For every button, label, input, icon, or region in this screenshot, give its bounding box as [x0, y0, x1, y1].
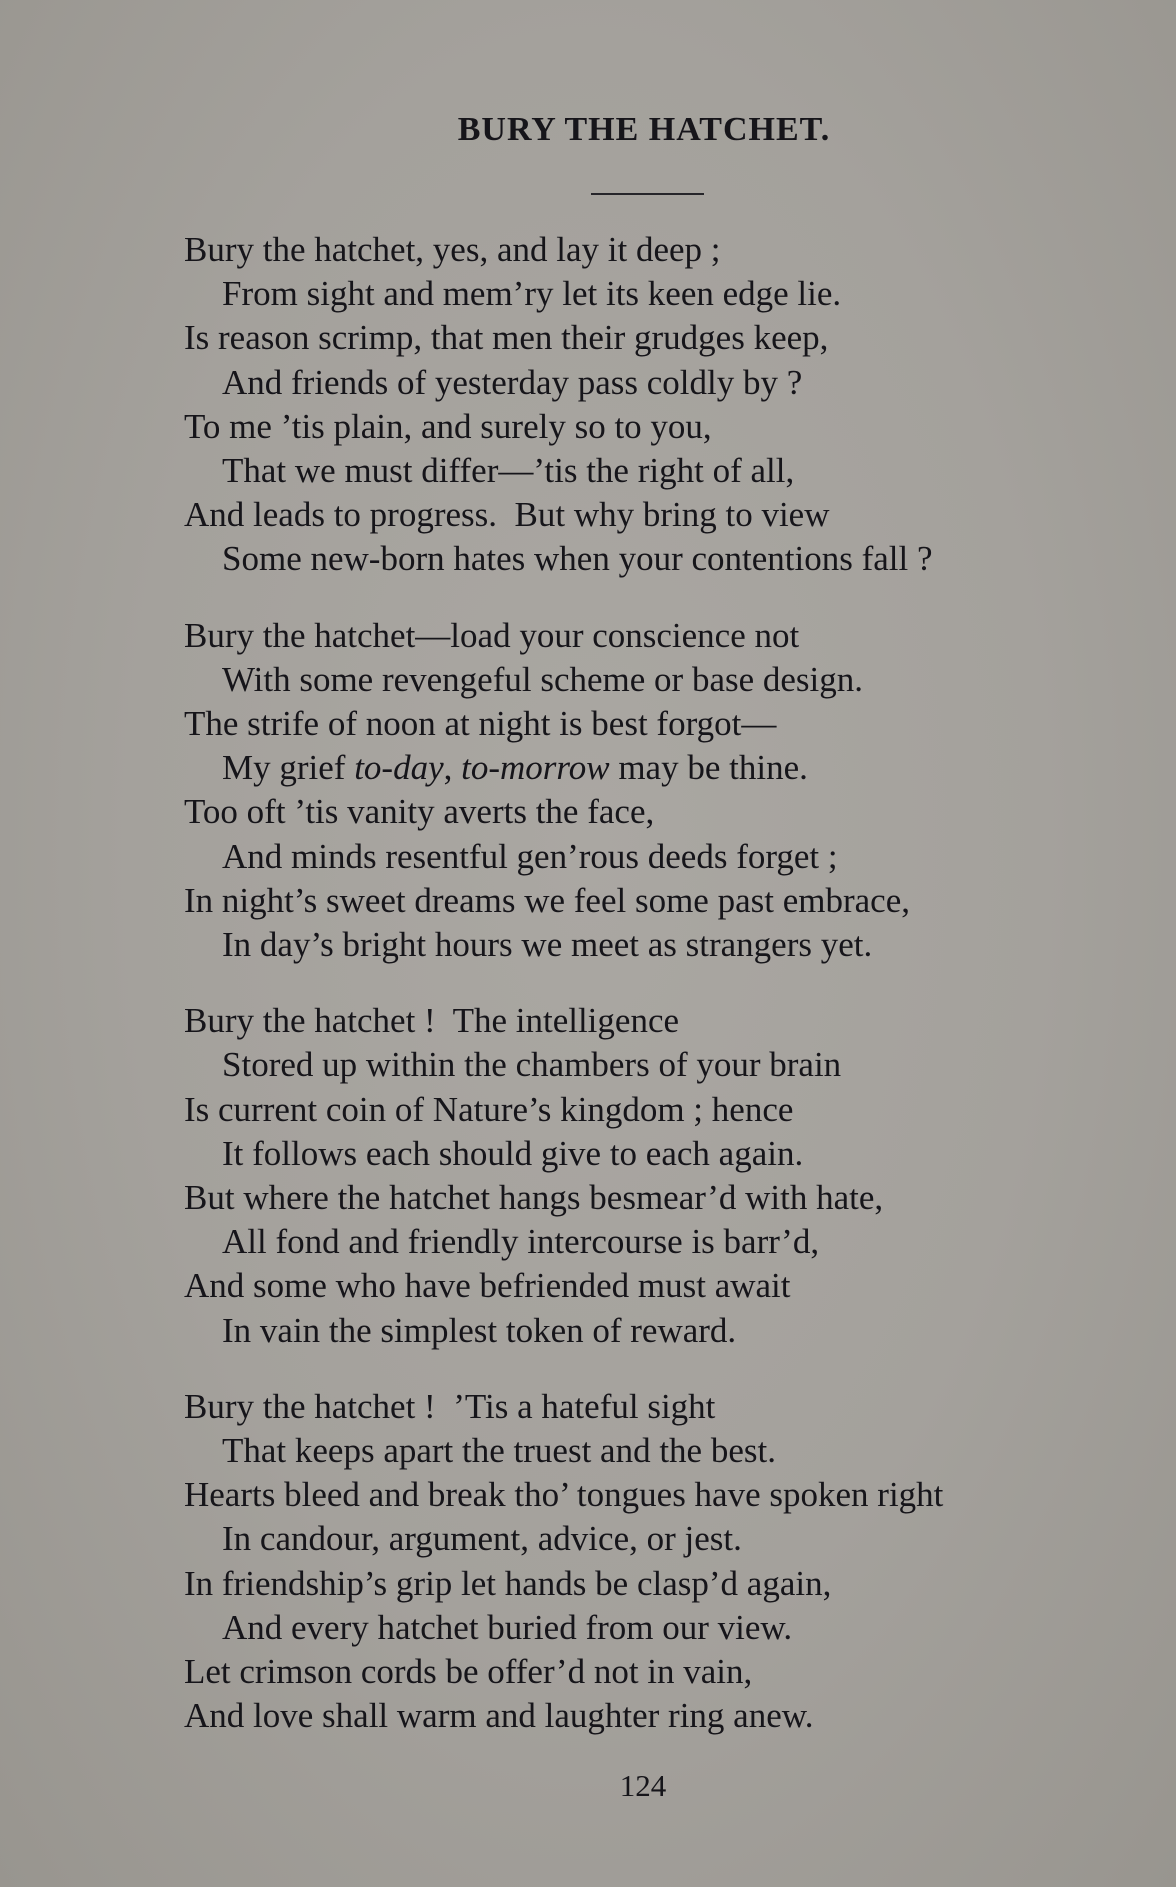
italic-text: to-morrow: [461, 748, 610, 788]
poem-line: To me ’tis plain, and surely so to you,: [184, 406, 712, 446]
poem-line: Bury the hatchet, yes, and lay it deep ;: [184, 230, 721, 269]
poem-line: And every hatchet buried from our view.: [222, 1607, 793, 1647]
line-text: My grief: [222, 748, 355, 788]
italic-text: to-day: [354, 748, 444, 788]
poem-line: In day’s bright hours we meet as strangers yet.: [222, 925, 873, 965]
page-number: 124: [619, 1768, 667, 1803]
poem-line: It follows each should give to each again.: [222, 1133, 804, 1173]
poem-line: Bury the hatchet—load your conscience not: [184, 615, 800, 655]
poem-line: And some who have befriended must await: [184, 1266, 791, 1306]
poem-line: The strife of noon at night is best forgot—: [184, 704, 777, 744]
poem-line: And love shall warm and laughter ring anew.: [184, 1696, 814, 1736]
line-text: ,: [443, 748, 462, 788]
poem-line: From sight and mem’ry let its keen edge lie.: [222, 274, 842, 314]
poem-line: And leads to progress. But why bring to view: [184, 495, 830, 535]
poem-line: In candour, argument, advice, or jest.: [222, 1519, 742, 1559]
poem-line: Stored up within the chambers of your brain: [222, 1045, 842, 1085]
poem-line: Is reason scrimp, that men their grudges keep,: [184, 318, 829, 358]
poem-line: Is current coin of Nature’s kingdom ; hence: [184, 1089, 794, 1129]
poem-line: And friends of yesterday pass coldly by ?: [222, 362, 803, 402]
poem-line: Bury the hatchet ! ’Tis a hateful sight: [184, 1386, 716, 1426]
poem-line: Some new-born hates when your contentions fall ?: [222, 539, 933, 579]
poem-line: That we must differ—’tis the right of all,: [222, 451, 795, 491]
stanza-3: [184, 999, 1144, 1353]
poem-line: That keeps apart the truest and the best.: [222, 1431, 776, 1471]
poem-line: With some revengeful scheme or base design.: [222, 659, 864, 699]
poem-title: BURY THE HATCHET.: [457, 111, 831, 148]
poem-line: And minds resentful gen’rous deeds forget ;: [222, 836, 838, 876]
poem-line: In friendship’s grip let hands be clasp’d again,: [184, 1563, 832, 1603]
title-rule: [591, 193, 704, 195]
line-text: may be thine.: [609, 748, 808, 788]
stanza-2: [184, 614, 1144, 968]
poem-line-mixed: [184, 746, 1144, 790]
poem-line: Let crimson cords be offer’d not in vain,: [184, 1652, 753, 1692]
poem-line: Hearts bleed and break tho’ tongues have spoken right: [184, 1475, 944, 1515]
poem-line: In night’s sweet dreams we feel some past embrace,: [184, 880, 910, 920]
poem-line: All fond and friendly intercourse is barr’d,: [222, 1222, 820, 1262]
poem-body: [184, 228, 1144, 1739]
poem-line: Too oft ’tis vanity averts the face,: [184, 792, 655, 832]
poem-line: Bury the hatchet ! The intelligence: [184, 1001, 680, 1041]
poem-line: In vain the simplest token of reward.: [222, 1310, 737, 1350]
stanza-4: [184, 1385, 1144, 1739]
poem-line: But where the hatchet hangs besmear’d with hate,: [184, 1178, 884, 1218]
stanza-1: [184, 228, 1144, 582]
